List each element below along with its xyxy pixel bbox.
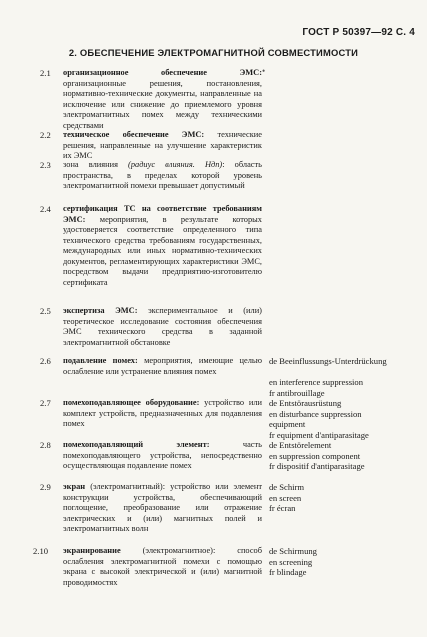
entry-number: 2.1 [40, 68, 51, 78]
entry-number: 2.8 [40, 440, 51, 450]
entry-number: 2.6 [40, 356, 51, 366]
foreign-equivalents [269, 356, 419, 398]
entry-text: экспериментальное и (или) теоретическое исследование состояния обеспечения ЭМС технического средства в заданной электромагнитной обстановке [63, 306, 262, 347]
equivalent-fr: fr antibrouillage [269, 387, 325, 398]
entry-number: 2.5 [40, 306, 51, 316]
equivalent-fr: fr equipment d'antiparasitage [269, 429, 369, 440]
entry-text: мероприятия, имеющие целью ослабление или устранение влияния помех [63, 356, 263, 376]
entry-text: устройство или комплект устройств, предназначенных для подавления помех [63, 398, 262, 428]
entry-definition [63, 440, 262, 472]
section-title: 2. ОБЕСПЕЧЕНИЕ ЭЛЕКТРОМАГНИТНОЙ СОВМЕСТИМОСТИ [68, 47, 359, 58]
entry-term: организационное обеспечение ЭМС: [63, 68, 262, 77]
entry-text: часть помехоподавляющего устройства, непосредственно осуществляющая подавление помех [63, 440, 262, 470]
equivalent-fr: fr écran [269, 503, 296, 513]
equivalent-fr: fr blindage [269, 567, 307, 577]
foreign-equivalents [269, 398, 419, 440]
entry-text: мероприятия, в результате которых удостоверяется соответствие определенного типа технического средства требованиям государственных, международных или иных нормативно-технических документов, регламентирующих характеристики ЭМС, посредством выдачи предприятию-изготовителю сертификата [63, 214, 262, 287]
entry-synonym: (радиус влияния. Ндп) [128, 160, 223, 169]
foreign-equivalents [269, 482, 419, 514]
equivalent-de: de Entstörausrüstung [269, 398, 342, 408]
equivalent-de: de Schirm [269, 482, 305, 492]
equivalent-de: de Beeinflussungs-Unterdrückung [269, 356, 387, 366]
entry-number: 2.4 [40, 204, 51, 214]
entry-number: 2.9 [40, 482, 51, 492]
equivalent-en: en screening [269, 556, 313, 567]
entry-number: 2.2 [40, 130, 51, 140]
equivalent-de: de Entstörelement [269, 440, 332, 450]
entry-term: помехоподавляющее оборудование: [63, 398, 200, 407]
entry-definition [63, 482, 262, 535]
entry-term: экспертиза ЭМС: [63, 306, 138, 315]
foreign-equivalents [269, 546, 419, 578]
entry-definition [63, 398, 262, 430]
entry-definition [63, 160, 262, 192]
margin-mark: • [262, 66, 266, 76]
entry-term: помехоподавляющий элемент: [63, 440, 210, 449]
entry-number: 2.3 [40, 160, 51, 170]
entry-number: 2.10 [33, 546, 49, 556]
entry-definition [63, 546, 262, 588]
entry-text-cont: : область пространства, в пределах которой уровень электромагнитной помехи превышает допустимый [63, 160, 262, 190]
foreign-equivalents [269, 440, 419, 472]
entry-text: (электромагнитное): способ ослабления электромагнитной помехи с помощью экрана с высокой электрической и (или) магнитной проводимостях [63, 546, 262, 587]
equivalent-en: en disturbance suppression equipment [269, 408, 362, 429]
entry-term: техническое обеспечение ЭМС: [63, 130, 205, 139]
entry-definition [63, 130, 262, 162]
entry-text: зона влияния [63, 160, 129, 169]
entry-number: 2.7 [40, 398, 51, 408]
entry-definition [63, 204, 262, 288]
equivalent-de: de Schirmung [269, 546, 317, 556]
entry-term: экранирование [63, 546, 121, 555]
entry-definition [63, 356, 262, 377]
entry-definition [63, 68, 262, 131]
entry-text: (электромагнитный): устройство или элемент конструкции устройства, обеспечивающий поглощение, преобразование или отражение электрических и (или) магнитных полей и электромагнитных волн [63, 482, 262, 533]
equivalent-fr: fr dispositif d'antiparasitage [269, 461, 365, 471]
equivalent-en: en screen [269, 492, 302, 503]
entry-text: технические решения, направленные на улучшение характеристик их ЭМС [63, 130, 262, 160]
entry-term: подавление помех: [63, 356, 138, 365]
equivalent-en: en suppression component [269, 450, 361, 461]
entry-term: сертификация ТС на соответствие требованиям ЭМС: [63, 204, 262, 224]
entry-definition [63, 306, 262, 348]
entry-term: экран [63, 482, 86, 491]
equivalent-en: en interference suppression [269, 377, 364, 387]
entry-text: организационные решения, постановления, нормативно-технические документы, направленные на исключение или снижение до приемлемого уровня электромагнитных помех между техническими средствами [63, 78, 262, 130]
equivalent-de-cont [269, 367, 419, 378]
page-header: ГОСТ Р 50397—92 С. 4 [302, 27, 415, 38]
